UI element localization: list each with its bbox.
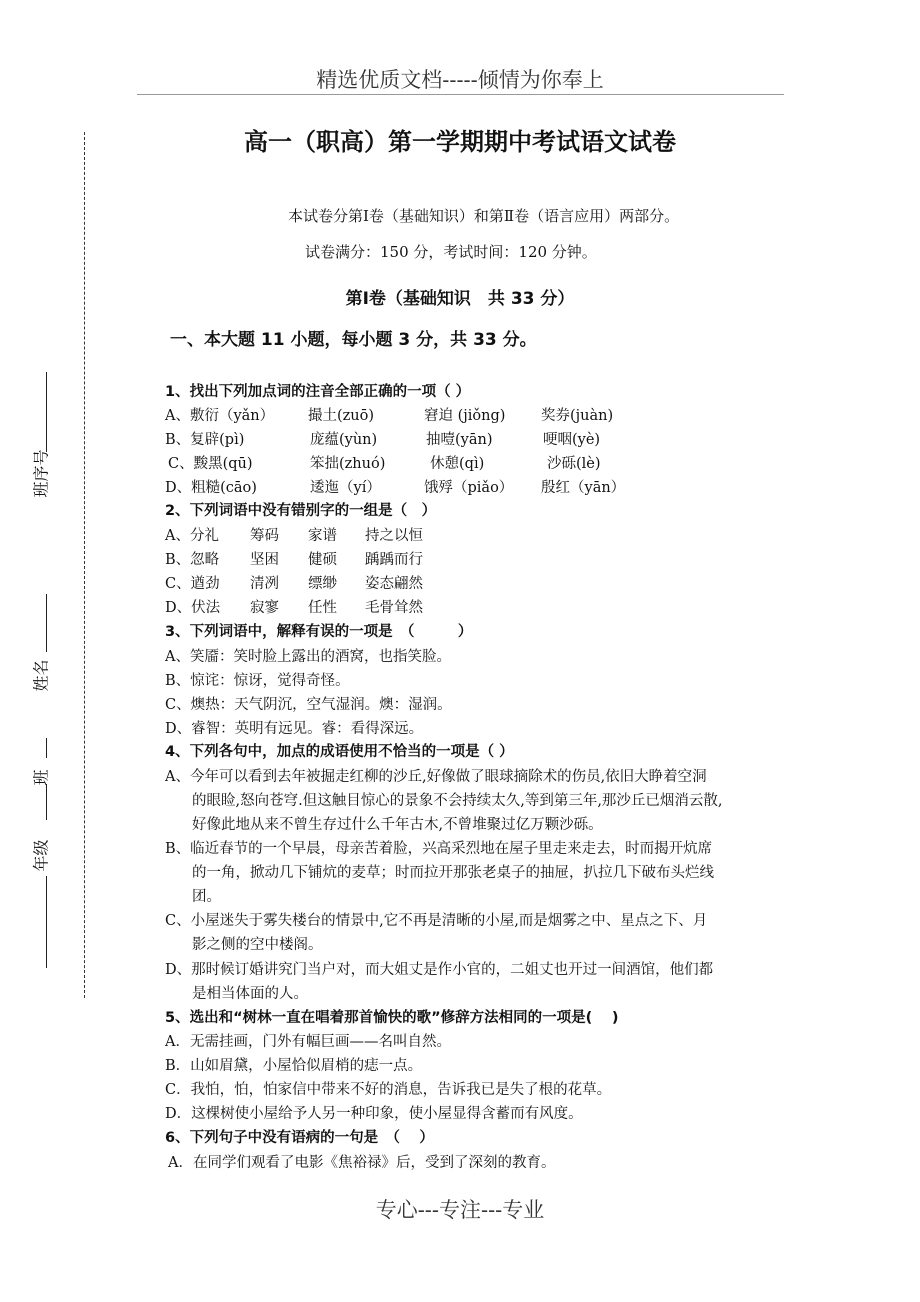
q3-option-b: B、惊诧：惊讶，觉得奇怪。	[165, 673, 350, 689]
q1-stem: 1、找出下列加点词的注音全部正确的一项（ ）	[165, 384, 471, 400]
q2-option-d-2: 寂寥	[250, 600, 279, 616]
q1-option-a-2: 撮土(zuō)	[308, 408, 375, 424]
q1-option-c-3: 休憩(qì)	[430, 456, 485, 472]
q1-option-b-1: B、复辟(pì)	[165, 432, 245, 448]
q4-option-c-line-2: 影之侧的空中楼阁。	[192, 937, 323, 953]
q2-option-a-3: 家谱	[308, 528, 337, 544]
class-blank-2	[46, 784, 47, 820]
part1-title: 第Ⅰ卷（基础知识 共 33 分）	[345, 289, 575, 309]
section1-title: 一、本大题 11 小题，每小题 3 分，共 33 分。	[170, 330, 537, 350]
q2-option-c-3: 缥缈	[308, 576, 337, 592]
q1-option-d-1: D、粗糙(cāo)	[165, 480, 257, 496]
q2-option-a-4: 持之以恒	[365, 528, 423, 544]
q2-option-a-2: 筹码	[250, 528, 279, 544]
q2-stem: 2、下列词语中没有错别字的一组是（ ）	[165, 503, 437, 519]
q5-stem: 5、选出和“树林一直在唱着那首愉快的歌”修辞方法相同的一项是( )	[165, 1010, 619, 1026]
q4-option-d-line-2: 是相当体面的人。	[192, 986, 308, 1002]
q1-option-c-2: 笨拙(zhuó)	[310, 456, 386, 472]
class-blank	[46, 738, 47, 758]
q2-option-b-3: 健硕	[308, 552, 337, 568]
page-footer: 专心---专注---专业	[375, 1198, 545, 1222]
page-header: 精选优质文档-----倾情为你奉上	[316, 68, 604, 92]
q2-option-b-2: 坚困	[250, 552, 279, 568]
class-label: 班	[31, 769, 51, 786]
q2-option-c-4: 姿态翩然	[365, 576, 423, 592]
q2-option-b-1: B、忽略	[165, 552, 220, 568]
q4-option-d-line-1: D、那时候订婚讲究门当户对，而大姐丈是作小官的，二姐丈也开过一间酒馆，他们都	[165, 962, 714, 978]
q1-option-a-3: 窘迫 (jiǒng)	[424, 408, 506, 424]
q4-option-b-line-2: 的一角，掀动几下铺炕的麦草；时而拉开那张老桌子的抽屉，扒拉几下破布头烂线	[192, 865, 714, 881]
q5-option-b: B．山如眉黛，小屋恰似眉梢的痣一点。	[165, 1058, 423, 1074]
exam-title: 高一（职高）第一学期期中考试语文试卷	[244, 128, 676, 156]
header-divider	[137, 94, 784, 95]
q5-option-c: C．我怕，怕，怕家信中带来不好的消息，告诉我已是失了根的花草。	[165, 1082, 612, 1098]
q3-option-a: A、笑靥：笑时脸上露出的酒窝，也指笑脸。	[165, 649, 451, 665]
q4-option-a-line-3: 好像此地从来不曾生存过什么千年古木,不曾堆聚过亿万颗沙砾。	[192, 817, 603, 833]
q1-option-b-3: 抽噎(yān)	[426, 432, 493, 448]
q4-option-c-line-1: C、小屋迷失于雾失楼台的情景中,它不再是清晰的小屋,而是烟雾之中、星点之下、月	[165, 913, 708, 929]
q3-stem: 3、下列词语中，解释有误的一项是 （ ）	[165, 624, 473, 640]
q2-option-a-1: A、分礼	[165, 528, 219, 544]
q6-stem: 6、下列句子中没有语病的一句是 （ ）	[165, 1130, 434, 1146]
q5-option-d: D．这棵树使小屋给予人另一种印象，使小屋显得含蓄而有风度。	[165, 1106, 583, 1122]
q5-option-a: A．无需挂画，门外有幅巨画——名叫自然。	[165, 1034, 451, 1050]
q1-option-a-1: A、敷衍（yǎn）	[165, 408, 275, 424]
q6-option-a: A．在同学们观看了电影《焦裕禄》后，受到了深刻的教育。	[168, 1155, 556, 1171]
name-label: 姓名	[31, 659, 51, 692]
grade-label: 年级	[31, 839, 51, 872]
q1-option-b-4: 哽咽(yè)	[543, 432, 601, 448]
class-no-label: 班序号	[31, 449, 51, 498]
intro-line-1: 本试卷分第Ⅰ卷（基础知识）和第Ⅱ卷（语言应用）两部分。	[288, 207, 680, 225]
q4-option-a-line-1: A、今年可以看到去年被掘走红柳的沙丘,好像做了眼球摘除术的伤员,依旧大睁着空洞	[165, 769, 707, 785]
q1-option-b-2: 庞蕴(yùn)	[310, 432, 378, 448]
q3-option-c: C、燠热：天气阴沉，空气湿润。燠：湿润。	[165, 697, 452, 713]
q2-option-b-4: 踽踽而行	[365, 552, 423, 568]
q1-option-c-1: C、黢黑(qū)	[168, 456, 253, 472]
grade-blank	[46, 876, 47, 968]
q1-option-d-4: 殷红（yān）	[541, 480, 626, 496]
q4-option-b-line-1: B、临近春节的一个早晨，母亲苦着脸，兴高采烈地在屋子里走来走去，时而揭开炕席	[165, 841, 713, 857]
q1-option-d-2: 逶迤（yí）	[310, 480, 381, 496]
q2-option-d-3: 任性	[308, 600, 337, 616]
intro-line-2: 试卷满分：150 分，考试时间：120 分钟。	[305, 243, 597, 261]
q2-option-d-4: 毛骨耸然	[365, 600, 423, 616]
class-no-blank	[46, 372, 47, 452]
q4-option-b-line-3: 团。	[192, 889, 221, 905]
q2-option-c-1: C、遒劲	[165, 576, 220, 592]
binding-dashed-line	[84, 132, 85, 998]
q4-option-a-line-2: 的眼睑,怒向苍穹.但这触目惊心的景象不会持续太久,等到第三年,那沙丘已烟消云散,	[192, 793, 723, 809]
q3-option-d: D、睿智：英明有远见。睿：看得深远。	[165, 721, 424, 737]
q2-option-d-1: D、伏法	[165, 600, 221, 616]
name-blank	[46, 594, 47, 652]
q4-stem: 4、下列各句中，加点的成语使用不恰当的一项是（ ）	[165, 744, 514, 760]
q1-option-a-4: 奖券(juàn)	[541, 408, 614, 424]
q1-option-d-3: 饿殍（piǎo）	[424, 480, 514, 496]
q2-option-c-2: 清冽	[250, 576, 279, 592]
q1-option-c-4: 沙砾(lè)	[547, 456, 601, 472]
